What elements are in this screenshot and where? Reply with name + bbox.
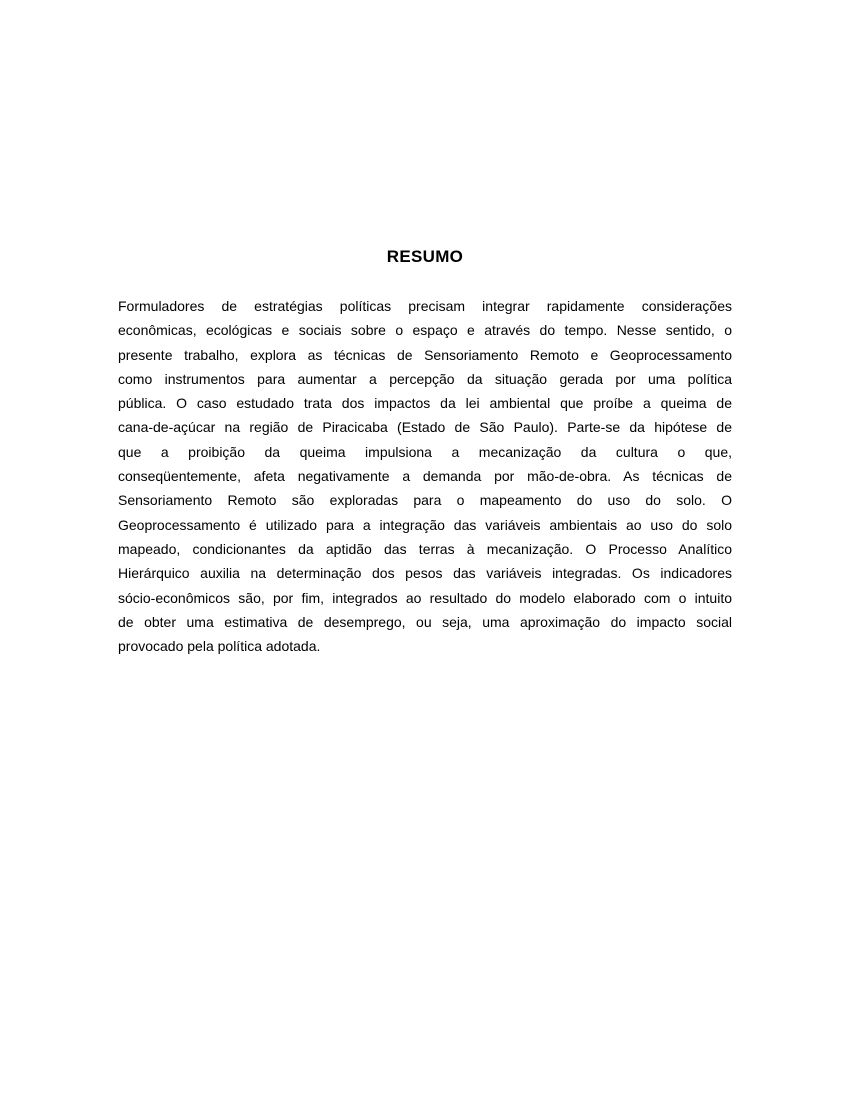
abstract-line: que a proibição da queima impulsiona a mecanização da cultura o que,: [118, 443, 732, 460]
abstract-line: Hierárquico auxilia na determinação dos pesos das variáveis integradas. Os indicadores: [118, 565, 732, 582]
abstract-line: cana-de-açúcar na região de Piracicaba (Estado de São Paulo). Parte-se da hipótese de: [118, 419, 732, 436]
abstract-paragraph: [118, 294, 732, 658]
abstract-line: presente trabalho, explora as técnicas de Sensoriamento Remoto e Geoprocessamento: [118, 346, 732, 363]
abstract-line: econômicas, ecológicas e sociais sobre o espaço e através do tempo. Nesse sentido, o: [118, 322, 732, 339]
abstract-line: pública. O caso estudado trata dos impactos da lei ambiental que proíbe a queima de: [118, 395, 732, 412]
abstract-line: de obter uma estimativa de desemprego, ou seja, uma aproximação do impacto social: [118, 613, 732, 630]
abstract-line: como instrumentos para aumentar a percepção da situação gerada por uma política: [118, 370, 732, 387]
abstract-line: Formuladores de estratégias políticas precisam integrar rapidamente considerações: [118, 298, 732, 314]
abstract-line: Sensoriamento Remoto são exploradas para o mapeamento do uso do solo. O: [118, 492, 732, 509]
abstract-line: conseqüentemente, afeta negativamente a demanda por mão-de-obra. As técnicas de: [118, 468, 732, 485]
page-title: RESUMO: [386, 247, 464, 267]
abstract-line: sócio-econômicos são, por fim, integrados ao resultado do modelo elaborado com o intuito: [118, 589, 732, 606]
abstract-line: Geoprocessamento é utilizado para a integração das variáveis ambientais ao uso do solo: [118, 516, 732, 533]
abstract-line: provocado pela política adotada.: [118, 638, 321, 655]
abstract-line: mapeado, condicionantes da aptidão das terras à mecanização. O Processo Analítico: [118, 540, 732, 557]
